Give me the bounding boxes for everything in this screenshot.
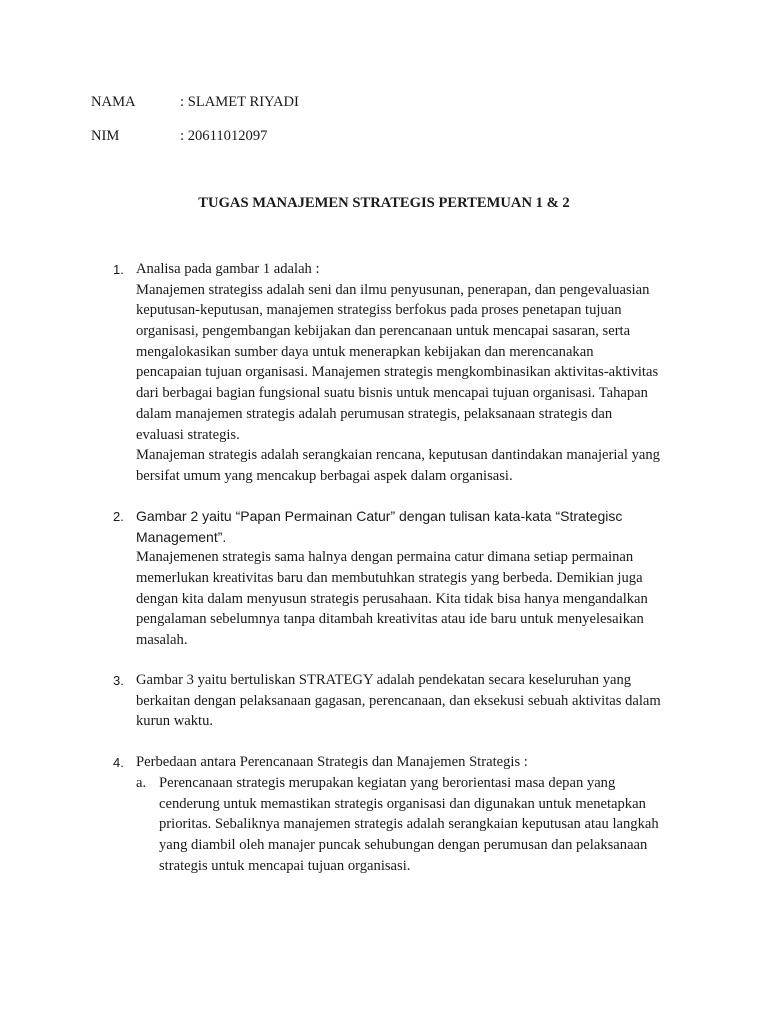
text-line: Manajemen strategiss adalah seni dan ilmu penyusunan, penerapan, dan pengevaluasian <box>136 281 650 298</box>
name-value: : SLAMET RIYADI <box>180 94 299 110</box>
name-label: NAMA <box>91 94 136 110</box>
text-line: pengalaman sebelumnya tanpa ditambah kreativitas atau ide baru untuk menyelesaikan <box>136 611 644 628</box>
text-line: evaluasi strategis. <box>136 426 240 443</box>
text-line: memerlukan kreativitas baru dan membutuhkan strategis yang berbeda. Demikian juga <box>136 570 643 587</box>
list-number: 1. <box>113 262 124 277</box>
text-line: Manajemenen strategis sama halnya dengan permaina catur dimana setiap permainan <box>136 549 634 566</box>
nim-value: : 20611012097 <box>180 128 268 144</box>
text-line: Gambar 3 yaitu bertuliskan STRATEGY adalah pendekatan secara keseluruhan yang <box>136 672 632 688</box>
text-line: mengalokasikan sumber daya untuk menerapkan kebijakan dan merencanakan <box>136 343 594 360</box>
text-line: yang diambil oleh manajer puncak sehubungan dengan perumusan dan pelaksanaan <box>159 837 648 854</box>
text-line: dengan kita dalam menyusun strategis perusahaan. Kita tidak bisa hanya mengandalkan <box>136 590 648 607</box>
list-number: 3. <box>113 673 124 688</box>
text-line: Manajeman strategis adalah serangkaian rencana, keputusan dantindakan manajerial yang <box>136 447 660 464</box>
list-item-body <box>136 670 696 732</box>
text-line: strategis untuk mencapai tujuan organisasi. <box>159 857 411 874</box>
text-line: pencapaian tujuan organisasi. Manajemen strategis mengkombinasikan aktivitas-aktivitas <box>136 364 659 381</box>
text-line: Management”. <box>136 528 227 545</box>
text-line: cenderung untuk memastikan strategis organisasi dan digunakan untuk menetapkan <box>159 795 646 812</box>
text-line: dari berbagai bagian fungsional suatu bisnis untuk mencapai tujuan organisasi. Tahapan <box>136 385 648 402</box>
document-title: TUGAS MANAJEMEN STRATEGIS PERTEMUAN 1 & 2 <box>198 195 570 211</box>
text-line: prioritas. Sebaliknya manajemen strategis adalah serangkaian keputusan atau langkah <box>159 816 659 833</box>
list-item-body <box>136 506 696 651</box>
sub-list-body <box>159 773 659 876</box>
text-line: berkaitan dengan pelaksanaan gagasan, perencanaan, dan eksekusi sebuah aktivitas dalam <box>136 692 661 709</box>
text-line: organisasi, pengembangan kebijakan dan perencanaan untuk mencapai sasaran, serta <box>136 323 631 340</box>
text-line: keputusan-keputusan, manajemen strategiss berfokus pada proses penetapan tujuan <box>136 302 622 319</box>
text-line: Gambar 2 yaitu “Papan Permainan Catur” dengan tulisan kata-kata “Strategisc <box>136 508 623 524</box>
text-line: Perencanaan strategis merupakan kegiatan yang berorientasi masa depan yang <box>159 775 616 791</box>
text-line: Perbedaan antara Perencanaan Strategis dan Manajemen Strategis : <box>136 754 528 770</box>
nim-label: NIM <box>91 128 120 144</box>
list-number: 2. <box>113 509 124 524</box>
text-line: bersifat umum yang mencakup berbagai aspek dalam organisasi. <box>136 467 513 484</box>
text-line: dalam manajemen strategis adalah perumusan strategis, pelaksanaan strategis dan <box>136 405 613 422</box>
list-number: 4. <box>113 755 124 770</box>
list-item-body <box>136 752 696 773</box>
text-line: kurun waktu. <box>136 713 214 730</box>
sub-list-letter: a. <box>136 775 147 791</box>
text-line: Analisa pada gambar 1 adalah : <box>136 261 320 277</box>
text-line: masalah. <box>136 632 188 649</box>
list-item-body <box>136 259 696 487</box>
